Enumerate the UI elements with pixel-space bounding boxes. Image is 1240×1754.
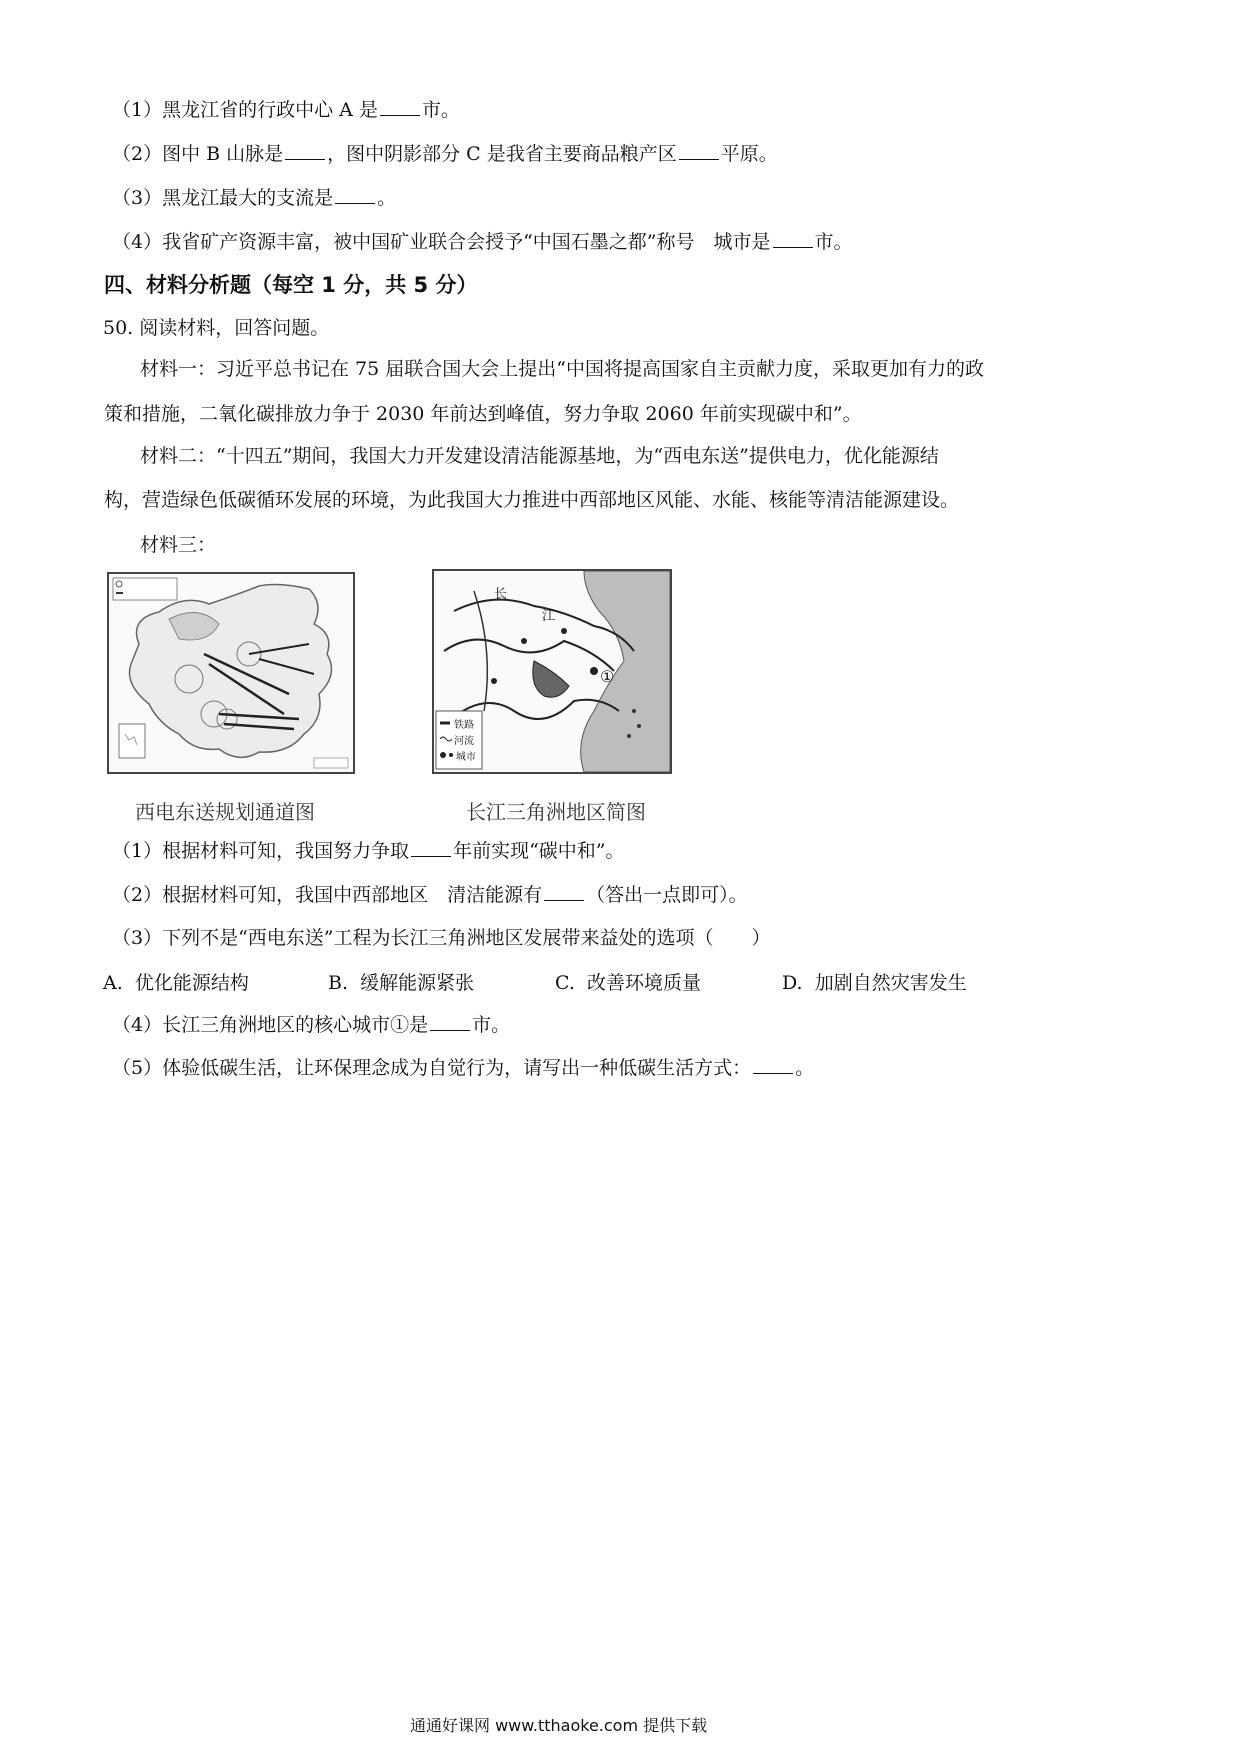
map2-label-chang: 长 [494,587,508,602]
sub-question-3: （3）下列不是“西电东送”工程为长江三角洲地区发展带来益处的选项（ ） [112,927,771,949]
map2-label-jiang: 江 [542,609,556,624]
answer-blank[interactable] [430,1012,470,1031]
answer-blank[interactable] [544,882,584,901]
sub-question-2: （2）根据材料可知，我国中西部地区 清洁能源有 （答出一点即可）。 [112,884,748,906]
option-b[interactable]: B. 缓解能源紧张 [328,972,475,994]
map2-label-circle1: ① [600,667,615,686]
map2-caption: 长江三角洲地区简图 [466,800,646,824]
answer-blank[interactable] [380,97,420,116]
answer-blank[interactable] [411,838,451,857]
material-2-line-2: 构，营造绿色低碳循环发展的环境，为此我国大力推进中西部地区风能、水能、核能等清洁能源建设。 [104,489,960,511]
material-2-line-1: 材料二：“十四五”期间，我国大力开发建设清洁能源基地，为“西电东送”提供电力，优化能源结 [140,445,939,467]
option-a[interactable]: A. 优化能源结构 [103,972,249,994]
material-1-line-1: 材料一：习近平总书记在 75 届联合国大会上提出“中国将提高国家自主贡献力度，采取更加有力的政 [140,358,984,380]
answer-blank[interactable] [773,229,813,248]
answer-blank[interactable] [753,1055,793,1074]
map2-legend-city: 城市 [456,752,476,763]
china-map-graphic [109,574,353,772]
west-east-power-map [107,572,355,774]
prev-question-1: （1）黑龙江省的行政中心 A 是 市。 [112,99,460,121]
answer-blank[interactable] [335,185,375,204]
yangtze-delta-map [432,569,672,774]
sub-question-4: （4）长江三角洲地区的核心城市①是 市。 [112,1014,511,1036]
question-intro: 50. 阅读材料，回答问题。 [103,317,330,339]
footer-text: 通通好课网 www.tthaoke.com 提供下载 [410,1716,708,1735]
map1-caption: 西电东送规划通道图 [135,800,315,824]
prev-question-4: （4）我省矿产资源丰富，被中国矿业联合会授予“中国石墨之都”称号 城市是 市。 [112,231,853,253]
option-d[interactable]: D. 加剧自然灾害发生 [782,972,967,994]
map2-legend-railway: 铁路 [454,720,474,731]
material-1-line-2: 策和措施，二氧化碳排放力争于 2030 年前达到峰值，努力争取 2060 年前实现碳中和”。 [104,403,862,425]
sub-question-5: （5）体验低碳生活，让环保理念成为自觉行为，请写出一种低碳生活方式： 。 [112,1057,815,1079]
option-c[interactable]: C. 改善环境质量 [555,972,702,994]
sub-question-1: （1）根据材料可知，我国努力争取 年前实现“碳中和”。 [112,840,625,862]
answer-blank[interactable] [679,141,719,160]
map2-legend-river: 河流 [454,736,474,747]
prev-question-2: （2）图中 B 山脉是 ，图中阴影部分 C 是我省主要商品粮产区 平原。 [112,143,778,165]
material-3-label: 材料三： [140,534,217,556]
prev-question-3: （3）黑龙江最大的支流是 。 [112,187,397,209]
answer-blank[interactable] [285,141,325,160]
section-title: 四、材料分析题（每空 1 分，共 5 分） [104,273,478,297]
